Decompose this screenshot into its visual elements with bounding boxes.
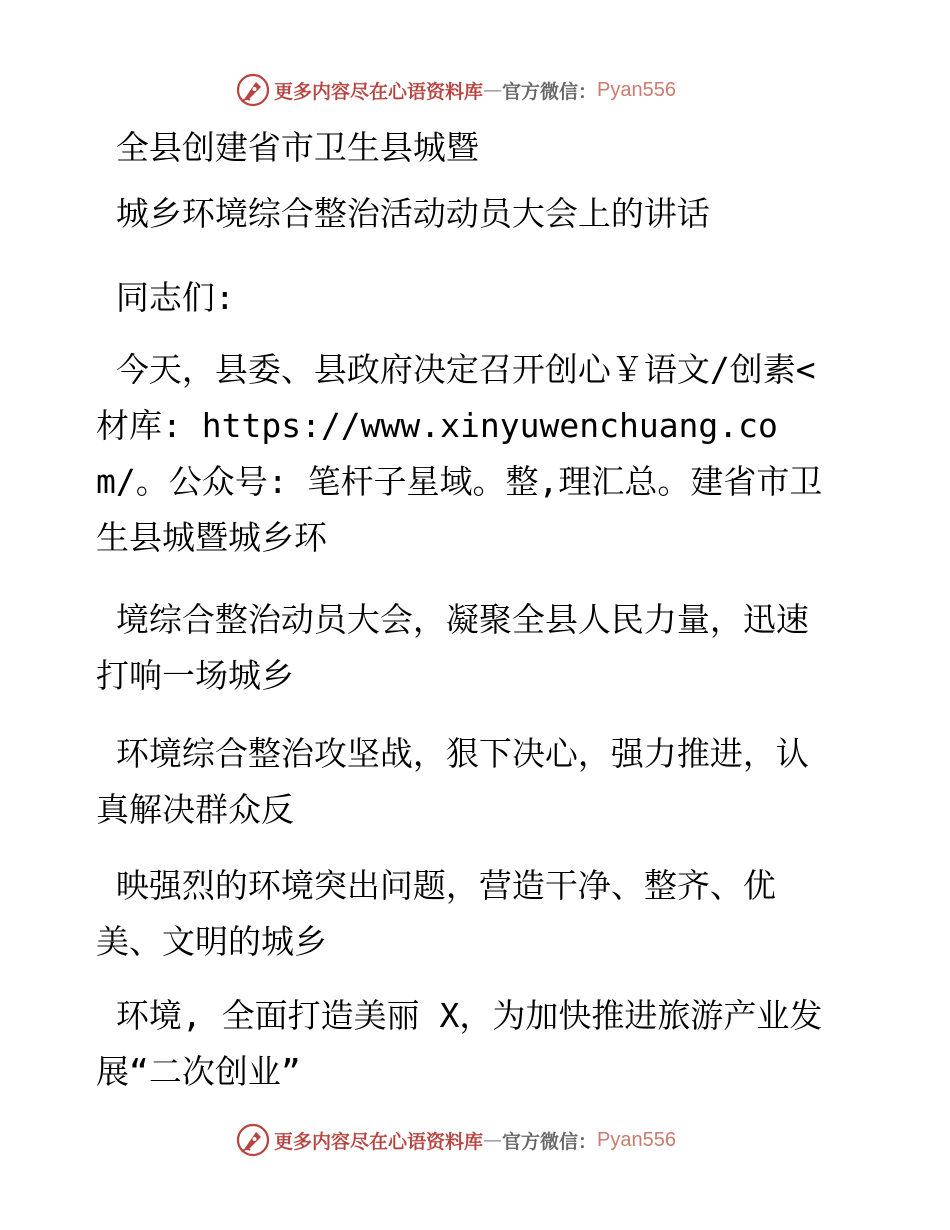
salutation: 同志们:: [96, 278, 235, 317]
banner-separator: —: [483, 1129, 503, 1151]
document-title-line-2: 城乡环境综合整治活动动员大会上的讲话: [96, 194, 710, 233]
pen-nib-logo-icon: [236, 1123, 270, 1157]
body-paragraph: 映强烈的环境突出问题，营造干净、整齐、优美、文明的城乡: [96, 866, 776, 961]
footer-banner[interactable]: [236, 1122, 676, 1158]
document-title-line-1: 全县创建省市卫生县城暨: [96, 128, 479, 167]
banner-wechat-label: 官方微信：: [502, 1130, 598, 1153]
body-paragraph: 今天，县委、县政府决定召开创心￥语文/创素<材库: https://www.xinyuwenchuang.com/。公众号: 笔杆子星域。整,理汇总。建省市卫生县城暨城乡环: [96, 350, 823, 557]
body-paragraph: 环境综合整治攻坚战，狠下决心，强力推进，认真解决群众反: [96, 734, 809, 829]
pen-nib-logo-icon: [236, 73, 270, 107]
banner-main-text: 更多内容尽在心语资料库: [274, 80, 484, 103]
banner-wechat-label: 官方微信：: [502, 80, 598, 103]
banner-wechat-id: Pyan556: [597, 78, 676, 101]
header-banner[interactable]: [236, 72, 676, 108]
banner-main-text: 更多内容尽在心语资料库: [274, 1130, 484, 1153]
body-paragraph: 境综合整治动员大会，凝聚全县人民力量，迅速打响一场城乡: [96, 600, 809, 695]
banner-wechat-id: Pyan556: [597, 1128, 676, 1151]
banner-separator: —: [483, 79, 503, 101]
body-paragraph: 环境, 全面打造美丽 X，为加快推进旅游产业发展“二次创业”: [96, 996, 823, 1091]
